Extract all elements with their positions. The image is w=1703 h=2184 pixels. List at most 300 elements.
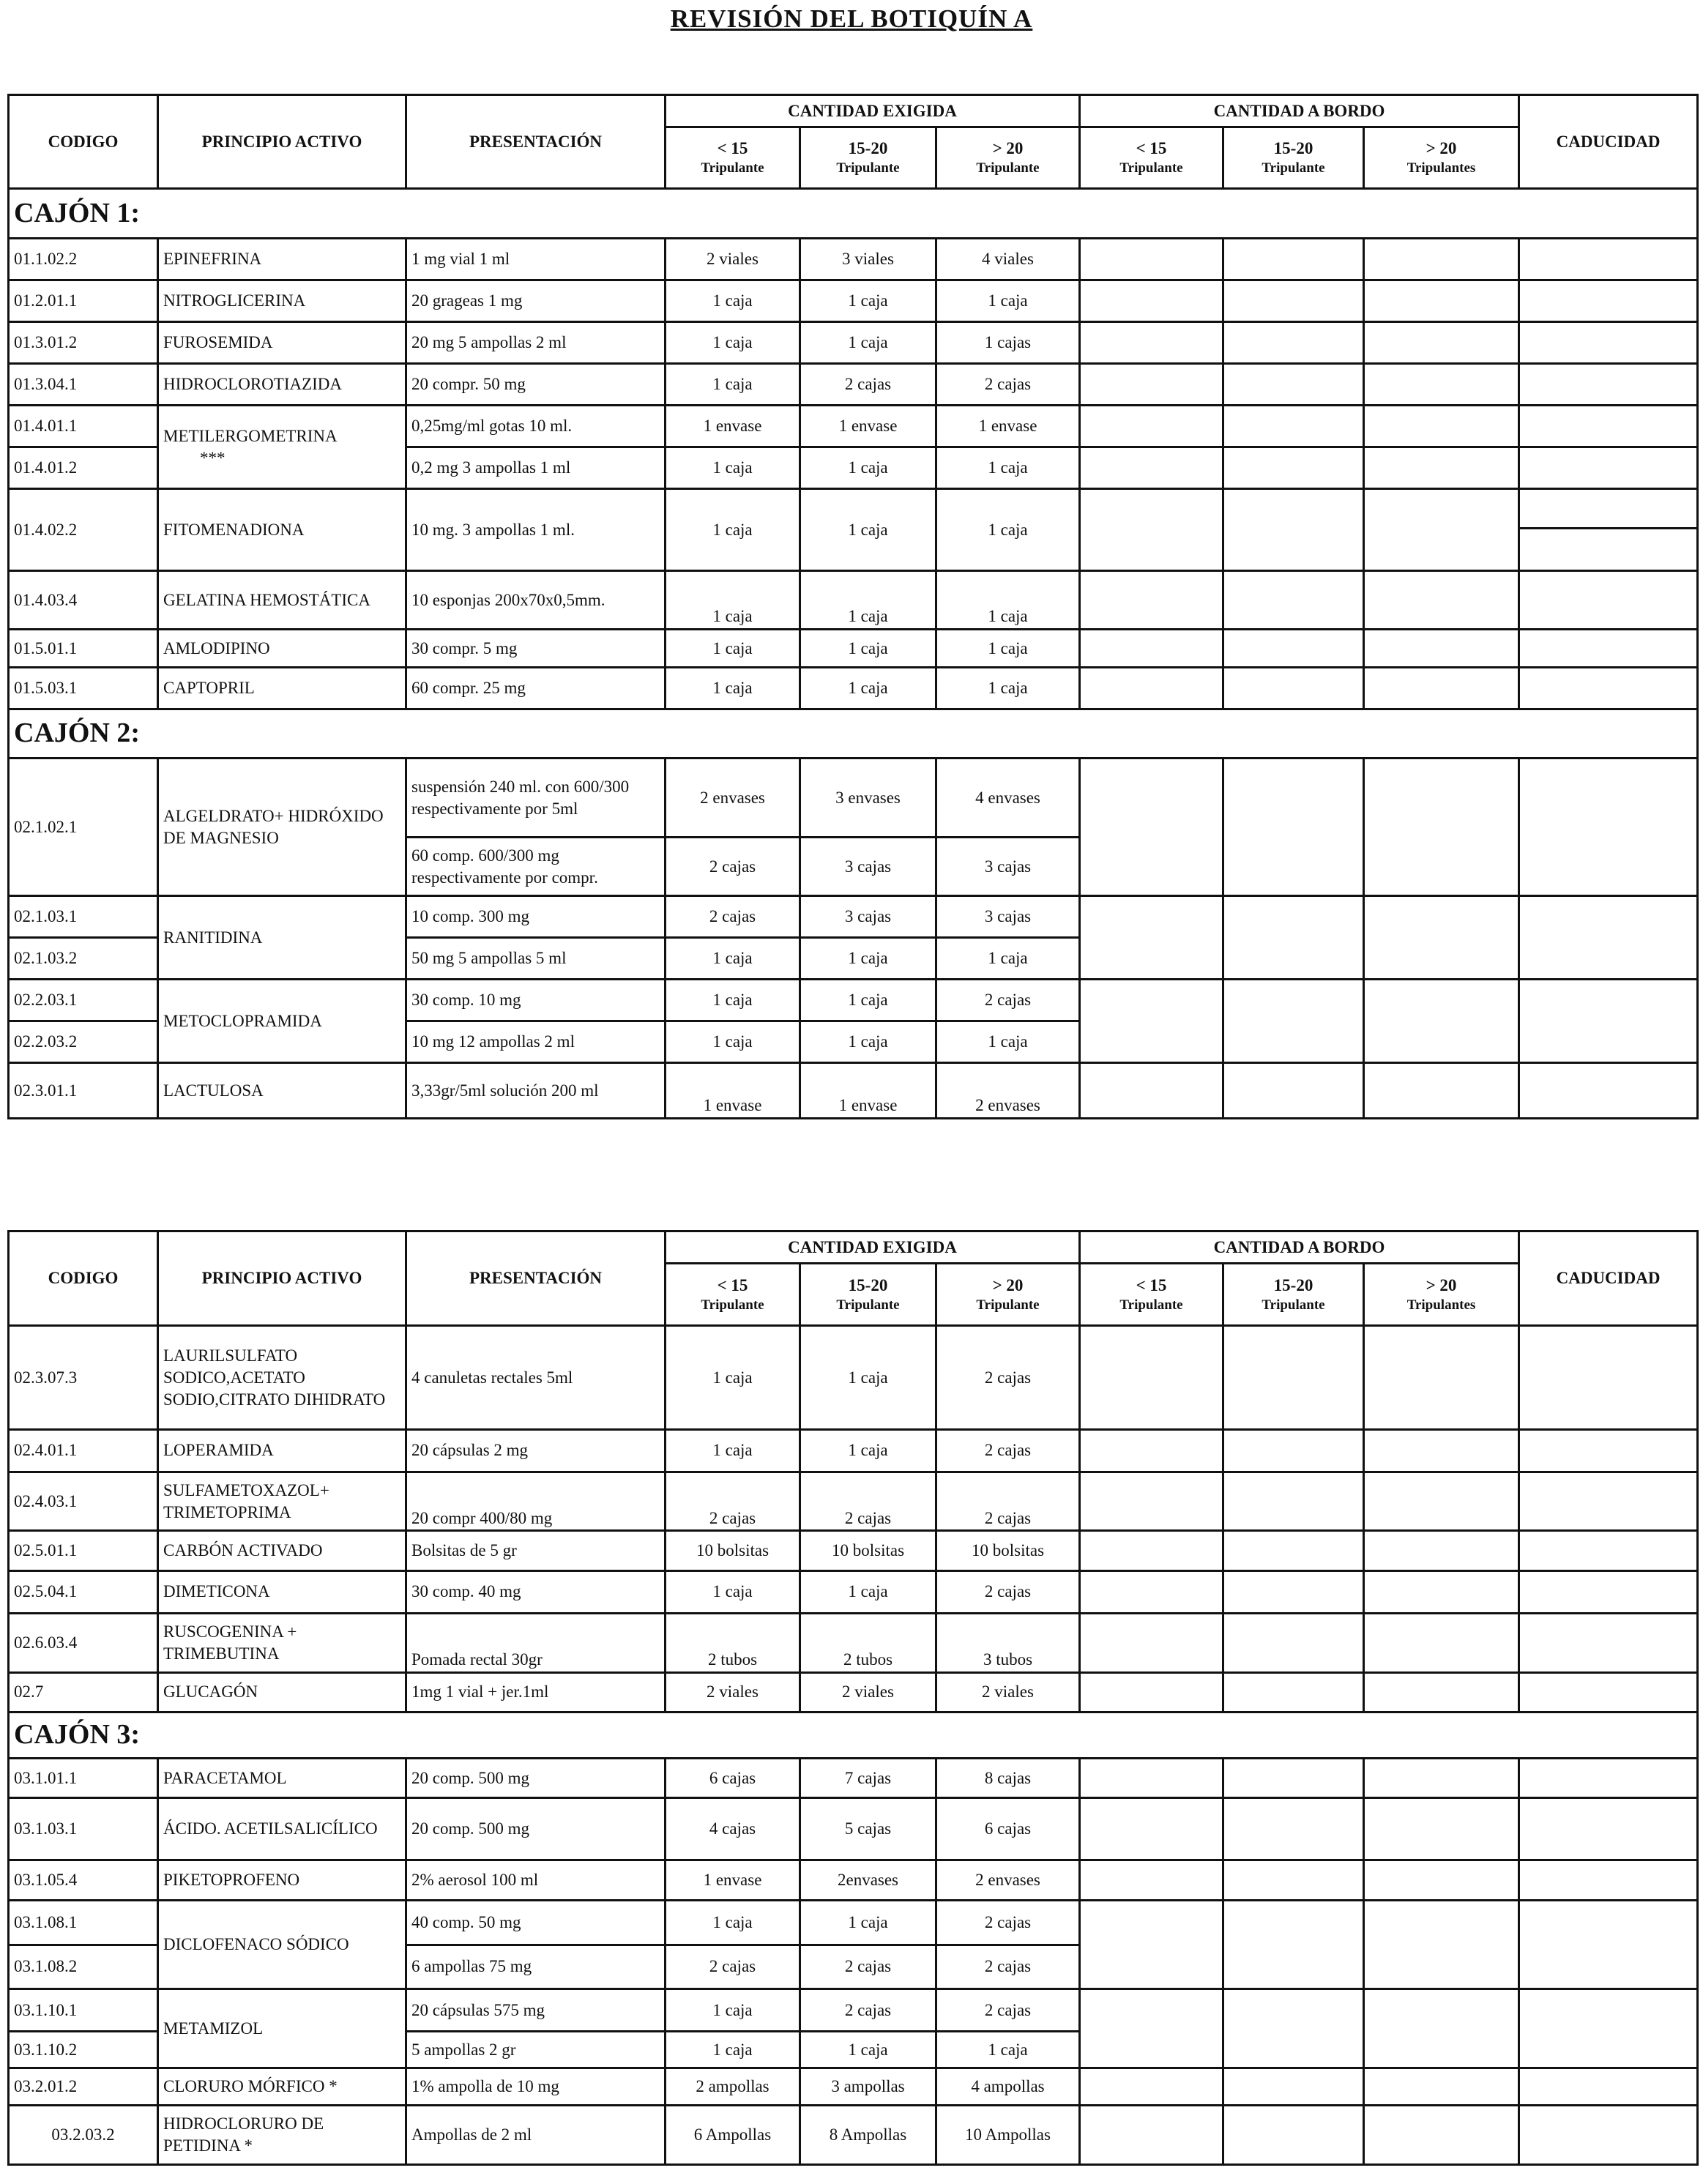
drawer-heading-2: CAJÓN 2:: [9, 709, 1698, 759]
principio-cell: ÁCIDO. ACETILSALICÍLICO: [158, 1798, 406, 1860]
onboard-gt20-cell: [1364, 759, 1519, 896]
principio-cell: RUSCOGENINA + TRIMEBUTINA: [158, 1613, 406, 1672]
onboard-lt15-cell: [1080, 1571, 1223, 1614]
onboard-lt15-cell: [1080, 406, 1223, 447]
qty-lt15-cell: 1 caja: [666, 630, 800, 668]
qty-15-20-cell: 1 caja: [800, 2031, 936, 2068]
onboard-gt20-cell: [1364, 1672, 1519, 1712]
code-cell: 02.6.03.4: [9, 1613, 158, 1672]
principio-cell: PARACETAMOL: [158, 1758, 406, 1798]
caducidad-cell: [1519, 1531, 1698, 1571]
principio-name: METILERGOMETRINA: [163, 426, 338, 445]
code-cell: 01.4.02.2: [9, 489, 158, 571]
qty-gt20-cell: 6 cajas: [936, 1798, 1080, 1860]
principio-cell: CLORURO MÓRFICO *: [158, 2068, 406, 2106]
presentacion-cell: 40 comp. 50 mg: [406, 1900, 666, 1945]
qty-15-20-cell: 1 caja: [800, 280, 936, 322]
onboard-gt20-cell: [1364, 2105, 1519, 2164]
qty-15-20-cell: 1 caja: [800, 1429, 936, 1472]
caducidad-cell: [1519, 489, 1698, 571]
qty-lt15-cell: 1 caja: [666, 1571, 800, 1614]
qty-lt15-cell: 1 caja: [666, 447, 800, 489]
qty-gt20-cell: 8 cajas: [936, 1758, 1080, 1798]
qty-gt20-cell: 4 envases: [936, 759, 1080, 838]
presentacion-cell: 10 mg 12 ampollas 2 ml: [406, 1021, 666, 1063]
qty-gt20-cell: 2 cajas: [936, 980, 1080, 1021]
onboard-lt15-cell: [1080, 364, 1223, 406]
qty-15-20-cell: 1 caja: [800, 630, 936, 668]
table-row: [9, 668, 1698, 709]
onboard-gt20-cell: [1364, 1860, 1519, 1901]
header-exigida-gt20: > 20 Tripulante: [936, 1264, 1080, 1326]
qty-gt20-cell: 1 envase: [936, 406, 1080, 447]
code-cell: 03.1.08.1: [9, 1900, 158, 1945]
code-cell: 03.1.01.1: [9, 1758, 158, 1798]
header-codigo: CODIGO: [9, 95, 158, 189]
code-cell: 01.5.03.1: [9, 668, 158, 709]
caducidad-cell: [1519, 630, 1698, 668]
onboard-15-20-cell: [1223, 1063, 1364, 1119]
caducidad-cell: [1519, 1571, 1698, 1614]
qty-15-20-cell: 3 envases: [800, 759, 936, 838]
presentacion-cell: 1mg 1 vial + jer.1ml: [406, 1672, 666, 1712]
qty-15-20-cell: 2 viales: [800, 1672, 936, 1712]
qty-lt15-cell: 1 envase: [666, 1860, 800, 1901]
qty-lt15-cell: 1 caja: [666, 1326, 800, 1430]
code-cell: 02.4.01.1: [9, 1429, 158, 1472]
qty-15-20-cell: 2envases: [800, 1860, 936, 1901]
qty-gt20-cell: 3 tubos: [936, 1613, 1080, 1672]
qty-lt15-cell: 2 envases: [666, 759, 800, 838]
inventory-table-2: [7, 1230, 1699, 2166]
qty-lt15-cell: 1 caja: [666, 1900, 800, 1945]
onboard-lt15-cell: [1080, 1989, 1223, 2068]
qty-gt20-cell: 4 ampollas: [936, 2068, 1080, 2106]
onboard-lt15-cell: [1080, 1472, 1223, 1531]
onboard-gt20-cell: [1364, 1531, 1519, 1571]
header-principio-activo: PRINCIPIO ACTIVO: [158, 95, 406, 189]
qty-lt15-cell: 1 caja: [666, 2031, 800, 2068]
table-row: [9, 1472, 1698, 1531]
presentacion-cell: 20 cápsulas 575 mg: [406, 1989, 666, 2032]
onboard-lt15-cell: [1080, 668, 1223, 709]
drawer-heading-3: CAJÓN 3:: [9, 1712, 1698, 1759]
qty-gt20-cell: 1 caja: [936, 571, 1080, 630]
caducidad-cell: [1519, 1063, 1698, 1119]
qty-gt20-cell: 1 caja: [936, 630, 1080, 668]
onboard-15-20-cell: [1223, 1429, 1364, 1472]
qty-gt20-cell: 2 envases: [936, 1063, 1080, 1119]
presentacion-cell: 1% ampolla de 10 mg: [406, 2068, 666, 2106]
principio-cell: EPINEFRINA: [158, 239, 406, 280]
qty-lt15-cell: 6 Ampollas: [666, 2105, 800, 2164]
header-bordo-lt15: < 15 Tripulante: [1080, 127, 1223, 189]
principio-cell: RANITIDINA: [158, 896, 406, 980]
onboard-lt15-cell: [1080, 1326, 1223, 1430]
qty-lt15-cell: 1 envase: [666, 406, 800, 447]
qty-15-20-cell: 8 Ampollas: [800, 2105, 936, 2164]
principio-cell: PIKETOPROFENO: [158, 1860, 406, 1901]
presentacion-cell: 60 comp. 600/300 mg respectivamente por compr.: [406, 838, 666, 896]
principio-cell: ALGELDRATO+ HIDRÓXIDO DE MAGNESIO: [158, 759, 406, 896]
caducidad-cell: [1519, 447, 1698, 489]
code-cell: 02.2.03.1: [9, 980, 158, 1021]
qty-15-20-cell: 2 cajas: [800, 364, 936, 406]
code-cell: 03.1.03.1: [9, 1798, 158, 1860]
onboard-15-20-cell: [1223, 630, 1364, 668]
qty-15-20-cell: 2 cajas: [800, 1989, 936, 2032]
table-row: [9, 2105, 1698, 2164]
principio-cell: DIMETICONA: [158, 1571, 406, 1614]
caducidad-cell: [1519, 364, 1698, 406]
qty-15-20-cell: 1 caja: [800, 447, 936, 489]
onboard-lt15-cell: [1080, 322, 1223, 364]
qty-15-20-cell: 2 cajas: [800, 1472, 936, 1531]
caducidad-cell: [1519, 239, 1698, 280]
onboard-gt20-cell: [1364, 280, 1519, 322]
onboard-lt15-cell: [1080, 980, 1223, 1063]
code-cell: 02.4.03.1: [9, 1472, 158, 1531]
qty-gt20-cell: 2 viales: [936, 1672, 1080, 1712]
table-row: [9, 1531, 1698, 1571]
code-cell: 03.1.08.2: [9, 1945, 158, 1989]
table-row: [9, 980, 1698, 1021]
qty-15-20-cell: 2 cajas: [800, 1945, 936, 1989]
onboard-lt15-cell: [1080, 447, 1223, 489]
qty-gt20-cell: 10 bolsitas: [936, 1531, 1080, 1571]
presentacion-cell: 30 comp. 40 mg: [406, 1571, 666, 1614]
table-row: [9, 1860, 1698, 1901]
onboard-15-20-cell: [1223, 1472, 1364, 1531]
qty-lt15-cell: 10 bolsitas: [666, 1531, 800, 1571]
onboard-gt20-cell: [1364, 980, 1519, 1063]
qty-lt15-cell: 1 caja: [666, 1429, 800, 1472]
qty-gt20-cell: 2 cajas: [936, 1472, 1080, 1531]
header-cantidad-a-bordo: CANTIDAD A BORDO: [1080, 1231, 1519, 1264]
onboard-15-20-cell: [1223, 322, 1364, 364]
table-row: [9, 896, 1698, 938]
presentacion-cell: suspensión 240 ml. con 600/300 respectivamente por 5ml: [406, 759, 666, 838]
onboard-15-20-cell: [1223, 239, 1364, 280]
presentacion-cell: 20 comp. 500 mg: [406, 1798, 666, 1860]
header-cantidad-exigida: CANTIDAD EXIGIDA: [666, 95, 1080, 127]
qty-lt15-cell: 4 cajas: [666, 1798, 800, 1860]
caducidad-cell: [1519, 2068, 1698, 2106]
onboard-15-20-cell: [1223, 1613, 1364, 1672]
qty-gt20-cell: 2 cajas: [936, 1945, 1080, 1989]
qty-gt20-cell: 1 caja: [936, 938, 1080, 980]
caducidad-cell: [1519, 1472, 1698, 1531]
qty-lt15-cell: 1 caja: [666, 1021, 800, 1063]
table-row: [9, 406, 1698, 447]
header-bordo-gt20: > 20 Tripulantes: [1364, 127, 1519, 189]
presentacion-cell: Ampollas de 2 ml: [406, 2105, 666, 2164]
qty-lt15-cell: 1 caja: [666, 980, 800, 1021]
code-cell: 01.4.03.4: [9, 571, 158, 630]
code-cell: 01.4.01.2: [9, 447, 158, 489]
onboard-15-20-cell: [1223, 668, 1364, 709]
principio-cell: AMLODIPINO: [158, 630, 406, 668]
presentacion-cell: 1 mg vial 1 ml: [406, 239, 666, 280]
qty-gt20-cell: 2 cajas: [936, 1571, 1080, 1614]
qty-lt15-cell: 1 caja: [666, 322, 800, 364]
qty-gt20-cell: 4 viales: [936, 239, 1080, 280]
onboard-gt20-cell: [1364, 489, 1519, 571]
presentacion-cell: Pomada rectal 30gr: [406, 1613, 666, 1672]
onboard-gt20-cell: [1364, 1326, 1519, 1430]
qty-15-20-cell: 1 caja: [800, 980, 936, 1021]
table-row: [9, 1900, 1698, 1945]
onboard-15-20-cell: [1223, 364, 1364, 406]
header-presentacion: PRESENTACIÓN: [406, 95, 666, 189]
caducidad-divider: [1520, 527, 1696, 529]
onboard-gt20-cell: [1364, 630, 1519, 668]
qty-15-20-cell: 1 caja: [800, 1326, 936, 1430]
header-caducidad: CADUCIDAD: [1519, 95, 1698, 189]
presentacion-cell: 10 comp. 300 mg: [406, 896, 666, 938]
onboard-gt20-cell: [1364, 1989, 1519, 2068]
onboard-lt15-cell: [1080, 1063, 1223, 1119]
code-cell: 01.3.04.1: [9, 364, 158, 406]
header-cantidad-exigida: CANTIDAD EXIGIDA: [666, 1231, 1080, 1264]
principio-cell: HIDROCLOROTIAZIDA: [158, 364, 406, 406]
code-cell: 03.2.03.2: [9, 2105, 158, 2164]
qty-lt15-cell: 2 cajas: [666, 896, 800, 938]
caducidad-cell: [1519, 759, 1698, 896]
code-cell: 02.5.04.1: [9, 1571, 158, 1614]
onboard-lt15-cell: [1080, 759, 1223, 896]
caducidad-cell: [1519, 1860, 1698, 1901]
header-bordo-gt20: > 20 Tripulantes: [1364, 1264, 1519, 1326]
qty-15-20-cell: 1 envase: [800, 406, 936, 447]
onboard-15-20-cell: [1223, 980, 1364, 1063]
table-row: [9, 489, 1698, 571]
principio-cell: FITOMENADIONA: [158, 489, 406, 571]
header-exigida-15-20: 15-20 Tripulante: [800, 1264, 936, 1326]
qty-lt15-cell: 1 caja: [666, 668, 800, 709]
principio-cell: SULFAMETOXAZOL+ TRIMETOPRIMA: [158, 1472, 406, 1531]
code-cell: 02.7: [9, 1672, 158, 1712]
principio-cell: METOCLOPRAMIDA: [158, 980, 406, 1063]
caducidad-cell: [1519, 280, 1698, 322]
header-exigida-gt20: > 20 Tripulante: [936, 127, 1080, 189]
onboard-lt15-cell: [1080, 1531, 1223, 1571]
principio-cell: GELATINA HEMOSTÁTICA: [158, 571, 406, 630]
onboard-gt20-cell: [1364, 896, 1519, 980]
onboard-gt20-cell: [1364, 364, 1519, 406]
qty-gt20-cell: 1 caja: [936, 447, 1080, 489]
qty-lt15-cell: 2 viales: [666, 239, 800, 280]
onboard-lt15-cell: [1080, 2068, 1223, 2106]
table-row: [9, 1429, 1698, 1472]
table-row: [9, 280, 1698, 322]
onboard-15-20-cell: [1223, 1672, 1364, 1712]
presentacion-cell: 20 compr. 50 mg: [406, 364, 666, 406]
header-bordo-15-20: 15-20 Tripulante: [1223, 127, 1364, 189]
presentacion-cell: 6 ampollas 75 mg: [406, 1945, 666, 1989]
caducidad-cell: [1519, 322, 1698, 364]
qty-gt20-cell: 1 caja: [936, 489, 1080, 571]
footnote-marker: ***: [200, 448, 226, 467]
onboard-15-20-cell: [1223, 1531, 1364, 1571]
presentacion-cell: 30 compr. 5 mg: [406, 630, 666, 668]
qty-lt15-cell: 1 caja: [666, 280, 800, 322]
onboard-gt20-cell: [1364, 322, 1519, 364]
presentacion-cell: Bolsitas de 5 gr: [406, 1531, 666, 1571]
code-cell: 03.1.10.2: [9, 2031, 158, 2068]
qty-15-20-cell: 1 caja: [800, 938, 936, 980]
presentacion-cell: 30 comp. 10 mg: [406, 980, 666, 1021]
qty-gt20-cell: 2 envases: [936, 1860, 1080, 1901]
code-cell: 02.3.01.1: [9, 1063, 158, 1119]
qty-lt15-cell: 2 cajas: [666, 838, 800, 896]
onboard-15-20-cell: [1223, 1798, 1364, 1860]
presentacion-cell: 0,2 mg 3 ampollas 1 ml: [406, 447, 666, 489]
code-cell: 02.1.03.1: [9, 896, 158, 938]
caducidad-cell: [1519, 1900, 1698, 1989]
presentacion-cell: 4 canuletas rectales 5ml: [406, 1326, 666, 1430]
qty-lt15-cell: 2 cajas: [666, 1945, 800, 1989]
onboard-15-20-cell: [1223, 2105, 1364, 2164]
qty-15-20-cell: 3 ampollas: [800, 2068, 936, 2106]
code-cell: 02.3.07.3: [9, 1326, 158, 1430]
qty-gt20-cell: 1 caja: [936, 280, 1080, 322]
caducidad-cell: [1519, 1758, 1698, 1798]
onboard-lt15-cell: [1080, 1429, 1223, 1472]
qty-lt15-cell: 1 envase: [666, 1063, 800, 1119]
qty-lt15-cell: 2 tubos: [666, 1613, 800, 1672]
qty-15-20-cell: 1 caja: [800, 668, 936, 709]
qty-gt20-cell: 2 cajas: [936, 364, 1080, 406]
table-row: [9, 1326, 1698, 1430]
qty-15-20-cell: 3 cajas: [800, 896, 936, 938]
principio-cell: CARBÓN ACTIVADO: [158, 1531, 406, 1571]
presentacion-cell: 50 mg 5 ampollas 5 ml: [406, 938, 666, 980]
drawer-heading-1: CAJÓN 1:: [9, 189, 1698, 239]
qty-lt15-cell: 6 cajas: [666, 1758, 800, 1798]
onboard-15-20-cell: [1223, 489, 1364, 571]
qty-lt15-cell: 1 caja: [666, 364, 800, 406]
presentacion-cell: 3,33gr/5ml solución 200 ml: [406, 1063, 666, 1119]
qty-15-20-cell: 1 caja: [800, 1571, 936, 1614]
caducidad-cell: [1519, 406, 1698, 447]
onboard-15-20-cell: [1223, 1571, 1364, 1614]
presentacion-cell: 5 ampollas 2 gr: [406, 2031, 666, 2068]
caducidad-cell: [1519, 1672, 1698, 1712]
qty-15-20-cell: 7 cajas: [800, 1758, 936, 1798]
table-row: [9, 1613, 1698, 1672]
onboard-lt15-cell: [1080, 1900, 1223, 1989]
header-codigo: CODIGO: [9, 1231, 158, 1326]
table-row: [9, 759, 1698, 838]
onboard-15-20-cell: [1223, 1326, 1364, 1430]
qty-15-20-cell: 1 caja: [800, 571, 936, 630]
onboard-lt15-cell: [1080, 1860, 1223, 1901]
qty-lt15-cell: 2 cajas: [666, 1472, 800, 1531]
qty-gt20-cell: 1 caja: [936, 1021, 1080, 1063]
onboard-lt15-cell: [1080, 571, 1223, 630]
onboard-gt20-cell: [1364, 1900, 1519, 1989]
onboard-gt20-cell: [1364, 406, 1519, 447]
code-cell: 02.5.01.1: [9, 1531, 158, 1571]
onboard-15-20-cell: [1223, 406, 1364, 447]
header-bordo-lt15: < 15 Tripulante: [1080, 1264, 1223, 1326]
qty-gt20-cell: 3 cajas: [936, 896, 1080, 938]
principio-cell: FUROSEMIDA: [158, 322, 406, 364]
principio-cell: METAMIZOL: [158, 1989, 406, 2068]
onboard-gt20-cell: [1364, 1571, 1519, 1614]
caducidad-cell: [1519, 571, 1698, 630]
onboard-15-20-cell: [1223, 1989, 1364, 2068]
header-exigida-lt15: < 15 Tripulante: [666, 1264, 800, 1326]
onboard-15-20-cell: [1223, 896, 1364, 980]
qty-15-20-cell: 1 caja: [800, 322, 936, 364]
caducidad-cell: [1519, 668, 1698, 709]
onboard-lt15-cell: [1080, 489, 1223, 571]
onboard-gt20-cell: [1364, 1472, 1519, 1531]
qty-gt20-cell: 2 cajas: [936, 1429, 1080, 1472]
principio-cell: LOPERAMIDA: [158, 1429, 406, 1472]
caducidad-cell: [1519, 1613, 1698, 1672]
code-cell: 02.2.03.2: [9, 1021, 158, 1063]
inventory-table-1: [7, 94, 1699, 1119]
qty-gt20-cell: 3 cajas: [936, 838, 1080, 896]
qty-lt15-cell: 1 caja: [666, 1989, 800, 2032]
table-row: [9, 322, 1698, 364]
caducidad-cell: [1519, 1326, 1698, 1430]
header-exigida-15-20: 15-20 Tripulante: [800, 127, 936, 189]
header-presentacion: PRESENTACIÓN: [406, 1231, 666, 1326]
presentacion-cell: 2% aerosol 100 ml: [406, 1860, 666, 1901]
caducidad-cell: [1519, 980, 1698, 1063]
code-cell: 03.1.05.4: [9, 1860, 158, 1901]
onboard-gt20-cell: [1364, 1758, 1519, 1798]
caducidad-cell: [1519, 896, 1698, 980]
header-cantidad-a-bordo: CANTIDAD A BORDO: [1080, 95, 1519, 127]
onboard-15-20-cell: [1223, 759, 1364, 896]
table-row: [9, 1989, 1698, 2032]
onboard-lt15-cell: [1080, 280, 1223, 322]
onboard-gt20-cell: [1364, 668, 1519, 709]
onboard-15-20-cell: [1223, 1758, 1364, 1798]
qty-lt15-cell: 2 viales: [666, 1672, 800, 1712]
onboard-gt20-cell: [1364, 571, 1519, 630]
qty-lt15-cell: 1 caja: [666, 489, 800, 571]
qty-15-20-cell: 10 bolsitas: [800, 1531, 936, 1571]
onboard-15-20-cell: [1223, 571, 1364, 630]
onboard-gt20-cell: [1364, 2068, 1519, 2106]
header-caducidad: CADUCIDAD: [1519, 1231, 1698, 1326]
code-cell: 01.1.02.2: [9, 239, 158, 280]
onboard-15-20-cell: [1223, 447, 1364, 489]
presentacion-cell: 20 cápsulas 2 mg: [406, 1429, 666, 1472]
qty-gt20-cell: 1 caja: [936, 668, 1080, 709]
qty-15-20-cell: 1 envase: [800, 1063, 936, 1119]
table-row: [9, 2068, 1698, 2106]
principio-cell: DICLOFENACO SÓDICO: [158, 1900, 406, 1989]
onboard-15-20-cell: [1223, 1900, 1364, 1989]
qty-gt20-cell: 10 Ampollas: [936, 2105, 1080, 2164]
onboard-gt20-cell: [1364, 239, 1519, 280]
qty-15-20-cell: 1 caja: [800, 1021, 936, 1063]
table-row: [9, 1672, 1698, 1712]
principio-cell: CAPTOPRIL: [158, 668, 406, 709]
onboard-15-20-cell: [1223, 280, 1364, 322]
code-cell: 01.3.01.2: [9, 322, 158, 364]
code-cell: 01.2.01.1: [9, 280, 158, 322]
table-row: [9, 1798, 1698, 1860]
code-cell: 02.1.02.1: [9, 759, 158, 896]
